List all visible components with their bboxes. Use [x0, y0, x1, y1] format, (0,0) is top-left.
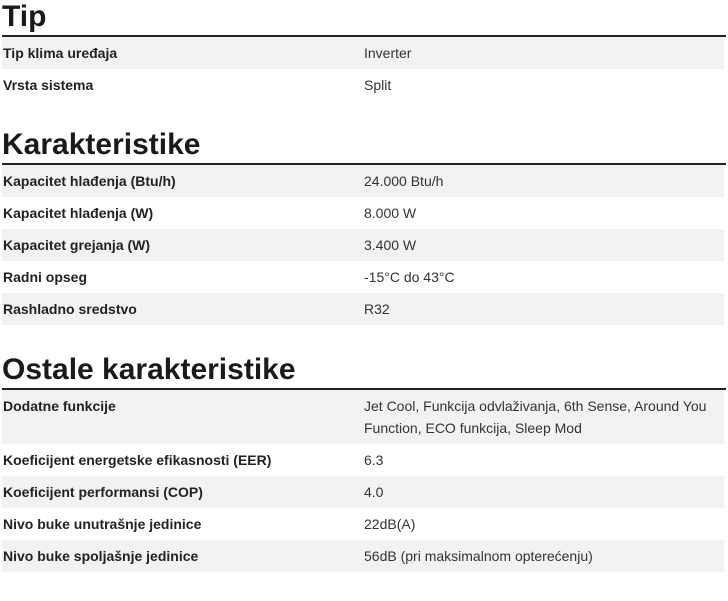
table-row [2, 165, 724, 197]
section-title-ostale-karakteristike: Ostale karakteristike [2, 352, 726, 390]
spec-value: R32 [364, 301, 390, 317]
spec-key: Radni opseg [3, 269, 88, 285]
spec-value: 8.000 W [364, 205, 417, 221]
spec-table-tip [2, 37, 724, 101]
spec-table-karakteristike [2, 165, 724, 325]
spec-key: Nivo buke unutrašnje jedinice [3, 516, 202, 532]
spec-key: Kapacitet hlađenja (W) [3, 205, 154, 221]
spec-value: Inverter [364, 45, 412, 61]
table-row [2, 293, 724, 325]
spec-value: 6.3 [364, 452, 384, 468]
spec-value: Split [364, 77, 392, 93]
table-row [2, 390, 724, 444]
spec-value: Jet Cool, Funkcija odvlaživanja, 6th Sense, Around You Function, ECO funkcija, Sleep Mod [364, 398, 707, 436]
spec-value: 4.0 [364, 484, 384, 500]
section-karakteristike [2, 127, 726, 325]
table-row [2, 37, 724, 69]
spec-value: 3.400 W [364, 237, 417, 253]
spec-key: Rashladno sredstvo [3, 301, 137, 317]
spec-value: -15°C do 43°C [364, 269, 455, 285]
spec-key: Kapacitet grejanja (W) [3, 237, 151, 253]
table-row [2, 444, 724, 476]
table-row [2, 540, 724, 572]
spec-key: Koeficijent energetske efikasnosti (EER) [3, 452, 272, 468]
spec-key: Koeficijent performansi (COP) [3, 484, 203, 500]
spec-table-ostale-karakteristike [2, 390, 724, 572]
section-ostale-karakteristike [2, 352, 726, 572]
spec-key: Nivo buke spoljašnje jedinice [3, 548, 199, 564]
table-row [2, 508, 724, 540]
section-title-tip: Tip [2, 0, 726, 37]
table-row [2, 229, 724, 261]
section-title-karakteristike: Karakteristike [2, 127, 726, 165]
table-row [2, 476, 724, 508]
spec-key: Tip klima uređaja [3, 45, 118, 61]
spec-value: 24.000 Btu/h [364, 173, 444, 189]
table-row [2, 261, 724, 293]
spec-value: 22dB(A) [364, 516, 416, 532]
spec-key: Vrsta sistema [3, 77, 94, 93]
spec-key: Kapacitet hlađenja (Btu/h) [3, 173, 176, 189]
table-row [2, 197, 724, 229]
spec-key: Dodatne funkcije [3, 398, 116, 414]
section-tip [2, 0, 726, 101]
table-row [2, 69, 724, 101]
spec-value: 56dB (pri maksimalnom opterećenju) [364, 548, 593, 564]
